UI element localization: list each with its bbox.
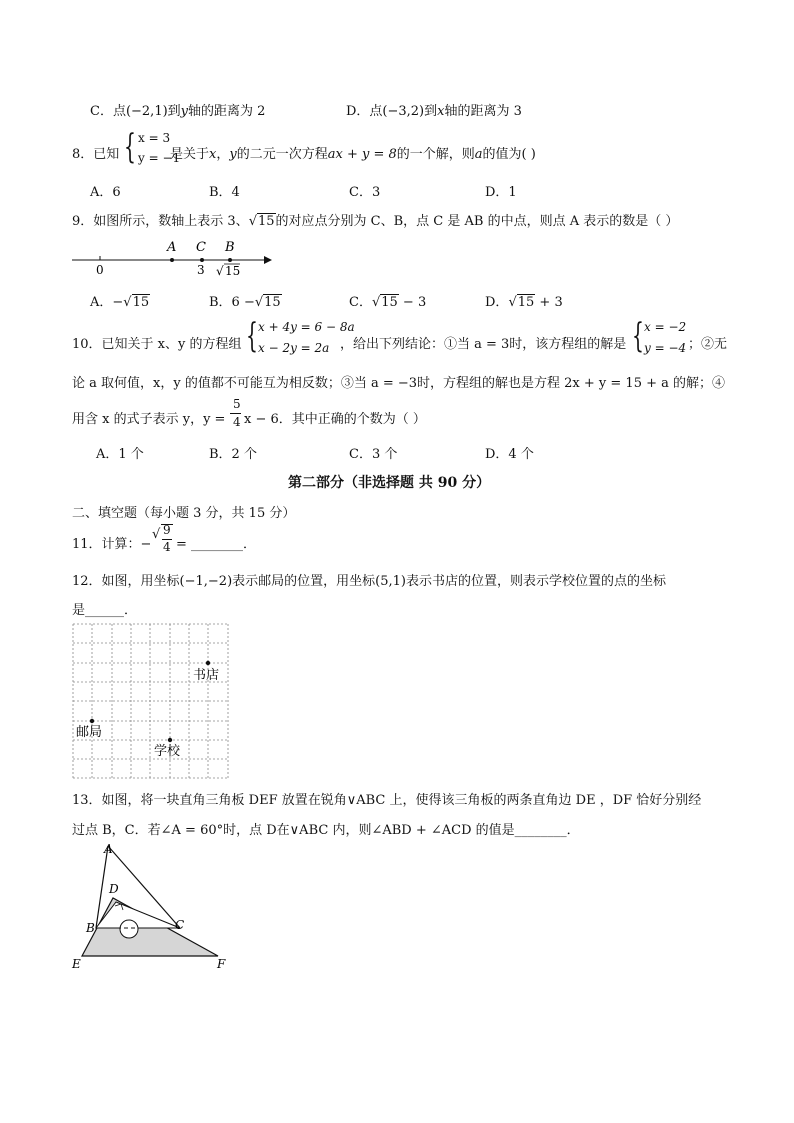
q9-option-b (209, 291, 282, 310)
vertex-c-label: C (175, 918, 185, 932)
q9-option-c-sqrt: √15 (371, 295, 398, 310)
q10-option-b: B．2 个 (209, 447, 257, 462)
q9-stem-a: 9．如图所示，数轴上表示 3、 (72, 214, 249, 229)
section-fill-in: 二、填空题（每小题 3 分，共 15 分） (72, 506, 296, 521)
q10-eq1: x + 4y = 6 − 8a (258, 320, 355, 334)
tick-label-zero: 0 (96, 263, 104, 277)
q9-option-c-rad: 15 (381, 295, 398, 310)
post-office-point (90, 719, 94, 723)
q9-option-d-pre: D． (485, 295, 509, 310)
q9-stem (72, 210, 678, 229)
q9-option-c-pre: C． (349, 295, 372, 310)
q9-option-d-post: + 3 (535, 295, 563, 310)
q8-prefix: 8．已知 (72, 147, 120, 162)
q10-frac-den: 4 (233, 415, 241, 429)
vertex-f-label: F (217, 957, 226, 971)
q7-option-c-text: C．点(−2,1)到 (90, 104, 181, 119)
q8-option-a: A．6 (90, 185, 121, 200)
number-line-figure (68, 236, 273, 280)
q8-eq2: y = −1 (138, 151, 181, 165)
post-office-label: 邮局 (76, 725, 103, 740)
q11-den: 4 (163, 540, 171, 554)
q7-option-d-text: D．点(−3,2)到 (346, 104, 438, 119)
q8-option-d: D．1 (485, 185, 517, 200)
q12-line1: 12．如图，用坐标(−1,−2)表示邮局的位置，用坐标(5,1)表示书店的位置，则表示学校位置的点的坐标 (72, 574, 666, 589)
q8-brace: { (124, 127, 136, 167)
q8-equation: ax + y = 8 (327, 147, 397, 162)
point-c (200, 258, 204, 262)
bookstore-label: 书店 (193, 668, 220, 683)
q9-option-c-post: − 3 (398, 295, 427, 310)
vertex-a-label: A (104, 842, 113, 856)
q9-option-a-pre: A．− (90, 295, 124, 310)
q8-eq1: x = 3 (138, 131, 171, 145)
q7-option-c-axis: y (180, 104, 189, 119)
q10-option-d: D．4 个 (485, 447, 534, 462)
label-a: A (167, 240, 177, 255)
q10-line3-pre: 用含 x 的式子表示 y，y = (72, 412, 226, 427)
q8-stem-b: 的二元一次方程 (236, 147, 328, 162)
q9-option-c (349, 291, 426, 310)
q10-option-a: A．1 个 (96, 447, 144, 462)
q10-line3-post: x − 6．其中正确的个数为（ ） (244, 412, 426, 427)
vertex-b-label: B (86, 921, 95, 935)
q9-option-a (90, 291, 150, 310)
point-b (228, 258, 232, 262)
q10-eq2: x − 2y = 2a (258, 341, 330, 355)
q12-line2: 是______． (72, 603, 138, 618)
q12-grid-figure (72, 623, 230, 779)
q8-stem-a: 是关于 (170, 147, 210, 162)
q9-option-d-sqrt: √15 (508, 295, 535, 310)
triangle-ruler-hole (120, 920, 138, 938)
q12-grid-lines (73, 624, 228, 778)
q9-sqrt-radicand: 15 (257, 214, 275, 229)
q8-option-b: B．4 (209, 185, 240, 200)
q8-comma: ， (216, 147, 230, 162)
q9-option-b-rad: 15 (264, 295, 281, 310)
q9-stem-b: 的对应点分别为 C、B，点 C 是 AB 的中点，则点 A 表示的数是（ ） (275, 214, 679, 229)
q10-option-c: C．3 个 (349, 447, 398, 462)
q11-prefix: 11．计算：− (72, 537, 152, 552)
tick-label-three: 3 (197, 263, 205, 277)
q8-stem (170, 143, 536, 162)
q13-line1: 13．如图，将一块直角三角板 DEF 放置在锐角∨ABC 上，使得该三角板的两条直角边 DE ，DF 恰好分别经 (72, 793, 702, 808)
q7-option-c (90, 100, 265, 119)
q8-option-c: C．3 (349, 185, 381, 200)
q8-var-a: a (474, 147, 483, 162)
part2-title: 第二部分（非选择题 共 90 分） (288, 475, 491, 491)
q9-option-b-sqrt: √15 (254, 295, 281, 310)
q10-tail: ；②无 (688, 337, 728, 352)
q11-post: = ________． (176, 537, 257, 552)
q10-sol1: x = −2 (644, 320, 687, 334)
q9-option-a-sqrt: √15 (123, 295, 150, 310)
q10-prefix: 10．已知关于 x、y 的方程组 (72, 337, 242, 352)
q8-stem-d: 的值为( ) (482, 147, 536, 162)
bookstore-point (206, 661, 210, 665)
q9-option-a-rad: 15 (132, 295, 150, 310)
vertex-d-label: D (109, 882, 119, 896)
point-a (170, 258, 174, 262)
q10-sol2: y = −4 (644, 341, 687, 355)
tick-label-sqrt-symbol: √ (216, 264, 224, 278)
vertex-e-label: E (72, 957, 81, 971)
q8-var-y: y (229, 147, 237, 162)
q10-brace-1: { (246, 316, 258, 356)
q10-middle: ，给出下列结论：①当 a = 3时，该方程组的解是 (340, 337, 627, 352)
number-line-arrow (264, 256, 272, 264)
q8-stem-c: 的一个解，则 (396, 147, 475, 162)
q7-option-c-tail: 轴的距离为 2 (188, 104, 266, 119)
label-c: C (196, 240, 206, 255)
q9-option-b-pre: B．6 − (209, 295, 255, 310)
q7-option-d-tail: 轴的距离为 3 (444, 104, 522, 119)
q10-line2: 论 a 取何值，x，y 的值都不可能互为相反数；③当 a = −3时，方程组的解也是方程 2x + y = 15 + a 的解；④ (72, 376, 726, 391)
q11-num: 9 (163, 523, 171, 537)
label-b: B (225, 240, 235, 255)
q7-option-d-axis: x (437, 104, 445, 119)
q9-option-d-rad: 15 (517, 295, 535, 310)
q9-sqrt: √15 (248, 214, 275, 229)
q10-frac-num: 5 (233, 397, 241, 411)
q8-var-x: x (209, 147, 217, 162)
q9-option-d (485, 291, 563, 310)
q7-option-d (346, 100, 522, 119)
school-point (168, 738, 172, 742)
tick-label-sqrt: 15 (225, 264, 241, 278)
q13-line2: 过点 B，C．若∠A = 60°时，点 D在∨ABC 内，则∠ABD + ∠ACD 的值是________． (72, 823, 580, 838)
q11-sqrt-symbol: √ (152, 527, 161, 542)
q10-brace-2: { (632, 316, 644, 356)
q13-triangle-figure (68, 840, 238, 972)
school-label: 学校 (154, 744, 181, 759)
q10-frac-bar (230, 413, 241, 414)
